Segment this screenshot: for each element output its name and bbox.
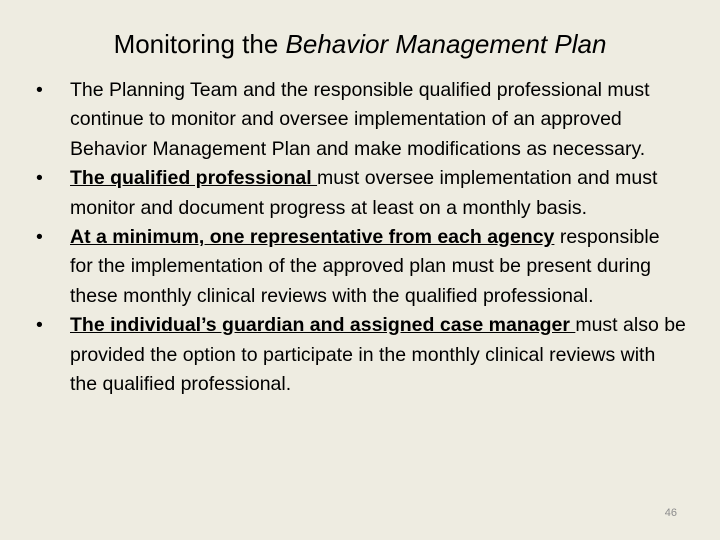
bullet-emphasis: At a minimum, one representative from each agency [70, 226, 555, 249]
bullet-icon: • [36, 167, 43, 190]
bullet-text: responsible for the implementation of the approved plan must be present during these monthly clinical reviews with the qualified professional. [70, 226, 660, 307]
bullet-list [36, 76, 686, 399]
bullet-item-2 [36, 164, 686, 223]
slide-title [0, 27, 720, 61]
title-emphasis-text: Behavior Management Plan [285, 29, 607, 59]
bullet-icon: • [36, 314, 43, 337]
bullet-item-4 [36, 311, 686, 399]
bullet-emphasis: The individual’s guardian and assigned case manager [70, 314, 576, 337]
bullet-text: must also be provided the option to participate in the monthly clinical reviews with the qualified professional. [70, 314, 686, 396]
bullet-item-3 [36, 223, 686, 311]
bullet-emphasis: The qualified professional [70, 167, 318, 190]
page-number: 46 [664, 507, 677, 519]
bullet-icon: • [36, 79, 43, 101]
title-plain-text: Monitoring the [113, 29, 286, 59]
bullet-item-1 [36, 76, 686, 164]
bullet-icon: • [36, 226, 43, 249]
bullet-text: The Planning Team and the responsible qualified professional must continue to monitor and oversee implementation of an approved Behavior Management Plan and make modifications as necessary. [70, 79, 650, 160]
bullet-text: must oversee implementation and must monitor and document progress at least on a monthly basis. [70, 167, 658, 219]
